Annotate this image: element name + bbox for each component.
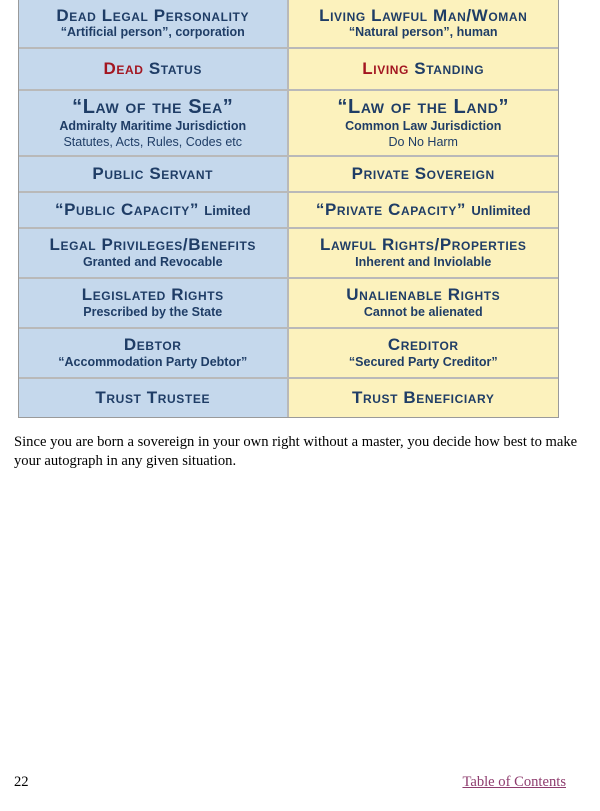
cell-title: Trust Trustee (95, 388, 211, 408)
table-cell-right (289, 193, 559, 227)
cell-title: “Law of the Land” (337, 96, 510, 119)
cell-title: Dead Legal Personality (56, 5, 250, 25)
cell-subtitle: Cannot be alienated (363, 304, 483, 319)
cell-title: Legal Privileges/Benefits (49, 235, 256, 255)
cell-title: Debtor (123, 335, 182, 355)
table-row (19, 277, 558, 327)
table-cell-right (289, 157, 559, 191)
capacity-title: “Public Capacity” (54, 200, 199, 220)
cell-note: Statutes, Acts, Rules, Codes etc (63, 134, 243, 149)
table-row (19, 0, 558, 47)
cell-title: Creditor (387, 335, 459, 355)
table-row (19, 377, 558, 417)
cell-subtitle: “Accommodation Party Debtor” (58, 354, 248, 369)
table-row (19, 227, 558, 277)
table-of-contents-link[interactable]: Table of Contents (462, 774, 566, 790)
table-cell-right (289, 49, 559, 89)
cell-note: Do No Harm (388, 134, 458, 149)
cell-title: Lawful Rights/Properties (319, 235, 527, 255)
capacity-title: “Private Capacity” (315, 200, 467, 220)
table-cell-left (19, 157, 289, 191)
status-word: Status (148, 59, 202, 79)
cell-subtitle: Inherent and Inviolable (355, 254, 492, 269)
comparison-table (18, 0, 559, 418)
cell-subtitle: Prescribed by the State (83, 304, 223, 319)
cell-subtitle: Admiralty Maritime Jurisdiction (59, 119, 247, 134)
table-cell-left (19, 49, 289, 89)
table-cell-right (289, 279, 559, 327)
table-row (19, 89, 558, 155)
body-paragraph: Since you are born a sovereign in your own right without a master, you decide how best to make your autograph in any given situation. (14, 434, 578, 469)
cell-subtitle: “Artificial person”, corporation (60, 25, 245, 40)
cell-title: Legislated Rights (81, 285, 224, 305)
table-cell-left (19, 91, 289, 155)
table-cell-left (19, 379, 289, 417)
standing-word: Standing (414, 59, 485, 79)
cell-subtitle: “Secured Party Creditor” (348, 354, 498, 369)
table-cell-left (19, 0, 289, 47)
cell-title (55, 200, 251, 220)
capacity-qualifier: Unlimited (471, 203, 531, 219)
cell-title (362, 59, 484, 79)
cell-title: “Law of the Sea” (72, 96, 234, 119)
table-cell-right (289, 0, 559, 47)
table-cell-right (289, 91, 559, 155)
table-cell-right (289, 379, 559, 417)
cell-title: Public Servant (92, 164, 214, 184)
table-cell-left (19, 229, 289, 277)
status-accent-word: Dead (103, 59, 144, 79)
table-row (19, 155, 558, 191)
table-row (19, 327, 558, 377)
cell-subtitle: Granted and Revocable (82, 254, 223, 269)
table-cell-right (289, 229, 559, 277)
cell-title: Living Lawful Man/Woman (319, 5, 528, 25)
table-cell-left (19, 279, 289, 327)
cell-subtitle: Common Law Jurisdiction (345, 119, 502, 134)
cell-title (316, 200, 531, 220)
table-row (19, 191, 558, 227)
table-row (19, 47, 558, 89)
cell-subtitle: “Natural person”, human (348, 25, 498, 40)
table-cell-left (19, 329, 289, 377)
page-number: 22 (14, 774, 29, 790)
cell-title: Unalienable Rights (346, 285, 501, 305)
standing-accent-word: Living (362, 59, 409, 79)
table-cell-right (289, 329, 559, 377)
cell-title (104, 59, 203, 79)
cell-title: Trust Beneficiary (352, 388, 495, 408)
capacity-qualifier: Limited (204, 203, 251, 219)
cell-title: Private Sovereign (351, 164, 495, 184)
table-cell-left (19, 193, 289, 227)
